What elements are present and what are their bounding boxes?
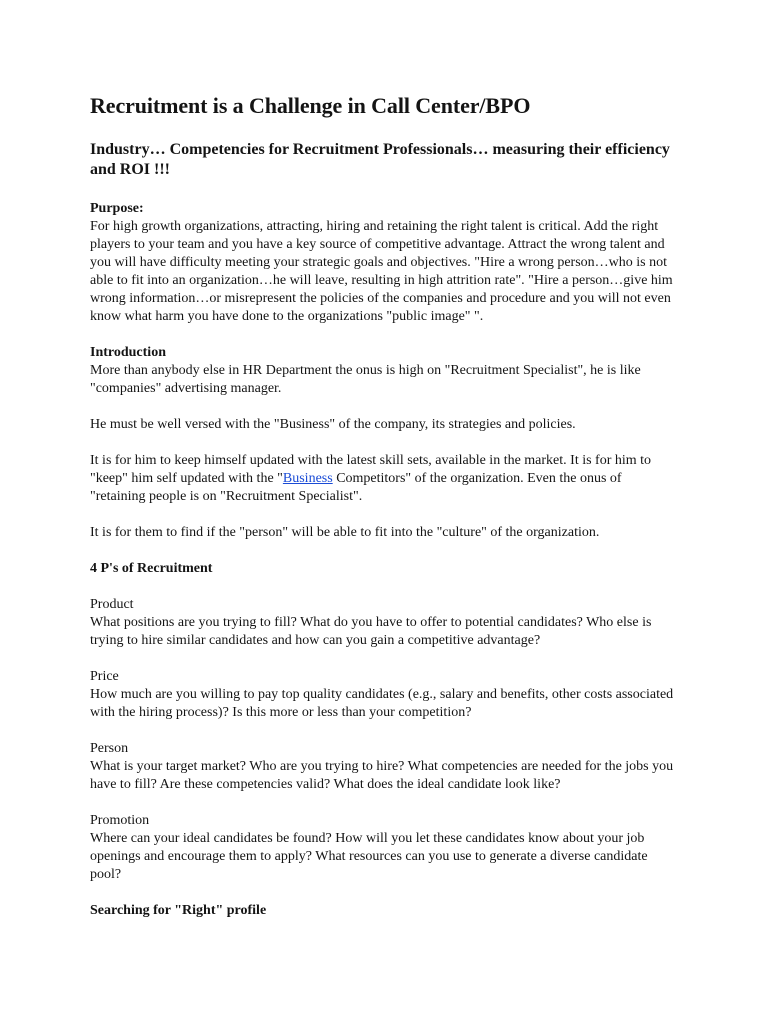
document-subtitle: Industry… Competencies for Recruitment Professionals… measuring their efficiency and ROI !!! [90,141,670,178]
p-item-label: Person [90,741,129,756]
four-ps-heading: 4 P's of Recruitment [90,561,213,576]
introduction-paragraph-4: It is for them to find if the "person" will be able to fit into the "culture" of the organization. [90,525,600,540]
p-item-price [90,668,680,722]
introduction-section [90,344,680,398]
p-item-label: Product [90,597,134,612]
introduction-paragraph-3 [90,452,680,506]
purpose-section [90,200,680,326]
searching-heading: Searching for "Right" profile [90,903,267,918]
paragraph-3-text-after: Competitors" of the organization. Even the onus of "retaining people is on "Recruitment Specialist". [90,471,622,504]
document-title: Recruitment is a Challenge in Call Center/BPO [90,93,531,118]
business-link[interactable]: Business [282,471,333,486]
p-item-person [90,740,680,794]
p-item-label: Promotion [90,813,150,828]
p-item-product [90,596,680,650]
introduction-paragraph-1: More than anybody else in HR Department the onus is high on "Recruitment Specialist", he is like "companies" advertising manager. [90,363,641,396]
p-item-text: What positions are you trying to fill? What do you have to offer to potential candidates? Who else is trying to hire similar candidates and how can you gain a competitive advantage? [90,615,652,648]
p-item-text: What is your target market? Who are you trying to hire? What competencies are needed for the jobs you have to fill? Are these competencies valid? What does the ideal candidate look like? [90,759,674,792]
p-item-text: Where can your ideal candidates be found? How will you let these candidates know about your job openings and encourage them to apply? What resources can you use to generate a diverse candidate pool? [90,831,648,882]
p-item-text: How much are you willing to pay top quality candidates (e.g., salary and benefits, other costs associated with the hiring process)? Is this more or less than your competition? [90,687,674,720]
purpose-heading: Purpose: [90,201,144,216]
paragraph-3-text-before: It is for him to keep himself updated with the latest skill sets, available in the market. It is for him to "keep" him self updated with the " [90,453,652,486]
document-page [90,92,680,920]
introduction-heading: Introduction [90,345,166,360]
introduction-paragraph-2: He must be well versed with the "Business" of the company, its strategies and policies. [90,417,576,432]
p-item-promotion [90,812,680,884]
p-item-label: Price [90,669,119,684]
purpose-text: For high growth organizations, attracting, hiring and retaining the right talent is critical. Add the right players to your team and you have a key source of competitive advantage. Attract the wrong talent and you will have difficulty meeting your strategic goals and objectives. "Hire a wrong person…who is not able to fit into an organization…he will leave, resulting in high attrition rate". "Hire a person…give him wrong information…or misrepresent the policies of the companies and procedure and you will not even know what harm you have done to the organizations "public image" ". [90,219,673,324]
